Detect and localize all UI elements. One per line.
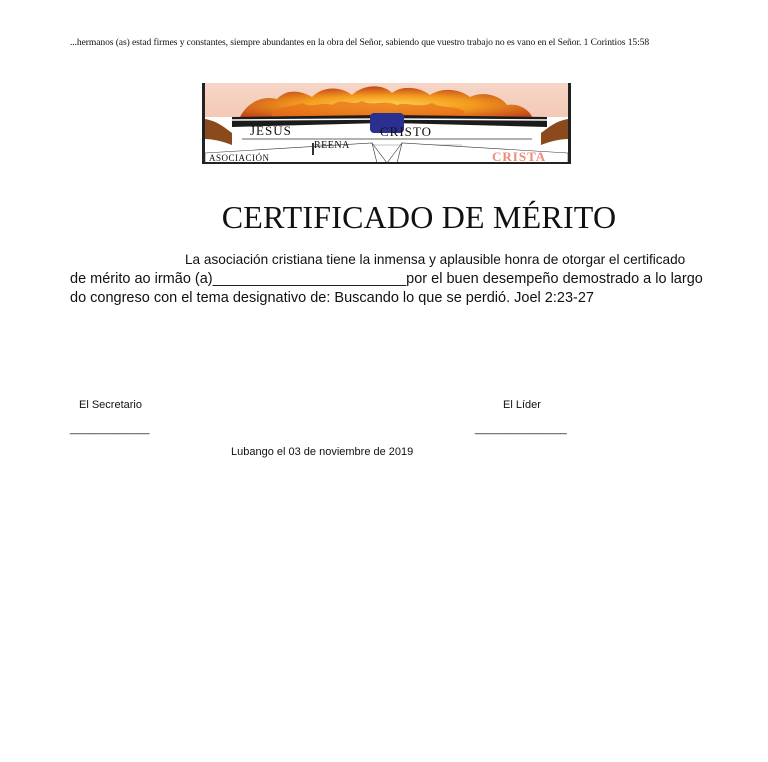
logo-word-crista: CRISTA xyxy=(492,149,547,164)
logo-word-cristo: CRISTO xyxy=(380,124,432,139)
logo-word-reena: REENA xyxy=(314,140,350,151)
secretary-label: El Secretario xyxy=(79,399,142,411)
issue-date: Lubango el 03 de noviembre de 2019 xyxy=(231,446,414,458)
logo-word-asociacion: ASOCIACIÓN xyxy=(209,153,270,163)
certificate-body-line-1: La asociación cristiana tiene la inmensa y aplausible honra de otorgar el certificado xyxy=(185,252,686,267)
certificate-body-line-3: do congreso con el tema designativo de: Buscando lo que se perdió. Joel 2:23-27 xyxy=(70,290,594,306)
leader-label: El Líder xyxy=(503,399,541,411)
association-logo xyxy=(202,83,571,164)
certificate-title: CERTIFICADO DE MÉRITO xyxy=(221,199,617,235)
secretary-signature-line: _____________ xyxy=(70,423,150,435)
logo-word-jesus: JESÚS xyxy=(250,123,292,138)
leader-signature-line: _______________ xyxy=(475,423,567,435)
certificate-body-line-2: de mérito ao irmão (a)________________________por el buen desempeño demostrado a lo largo xyxy=(70,271,703,287)
header-verse: ...hermanos (as) estad firmes y constantes, siempre abundantes en la obra del Señor, sabiendo que vuestro trabajo no es vano en el Señor. 1 Corintios 15:58 xyxy=(70,37,650,48)
